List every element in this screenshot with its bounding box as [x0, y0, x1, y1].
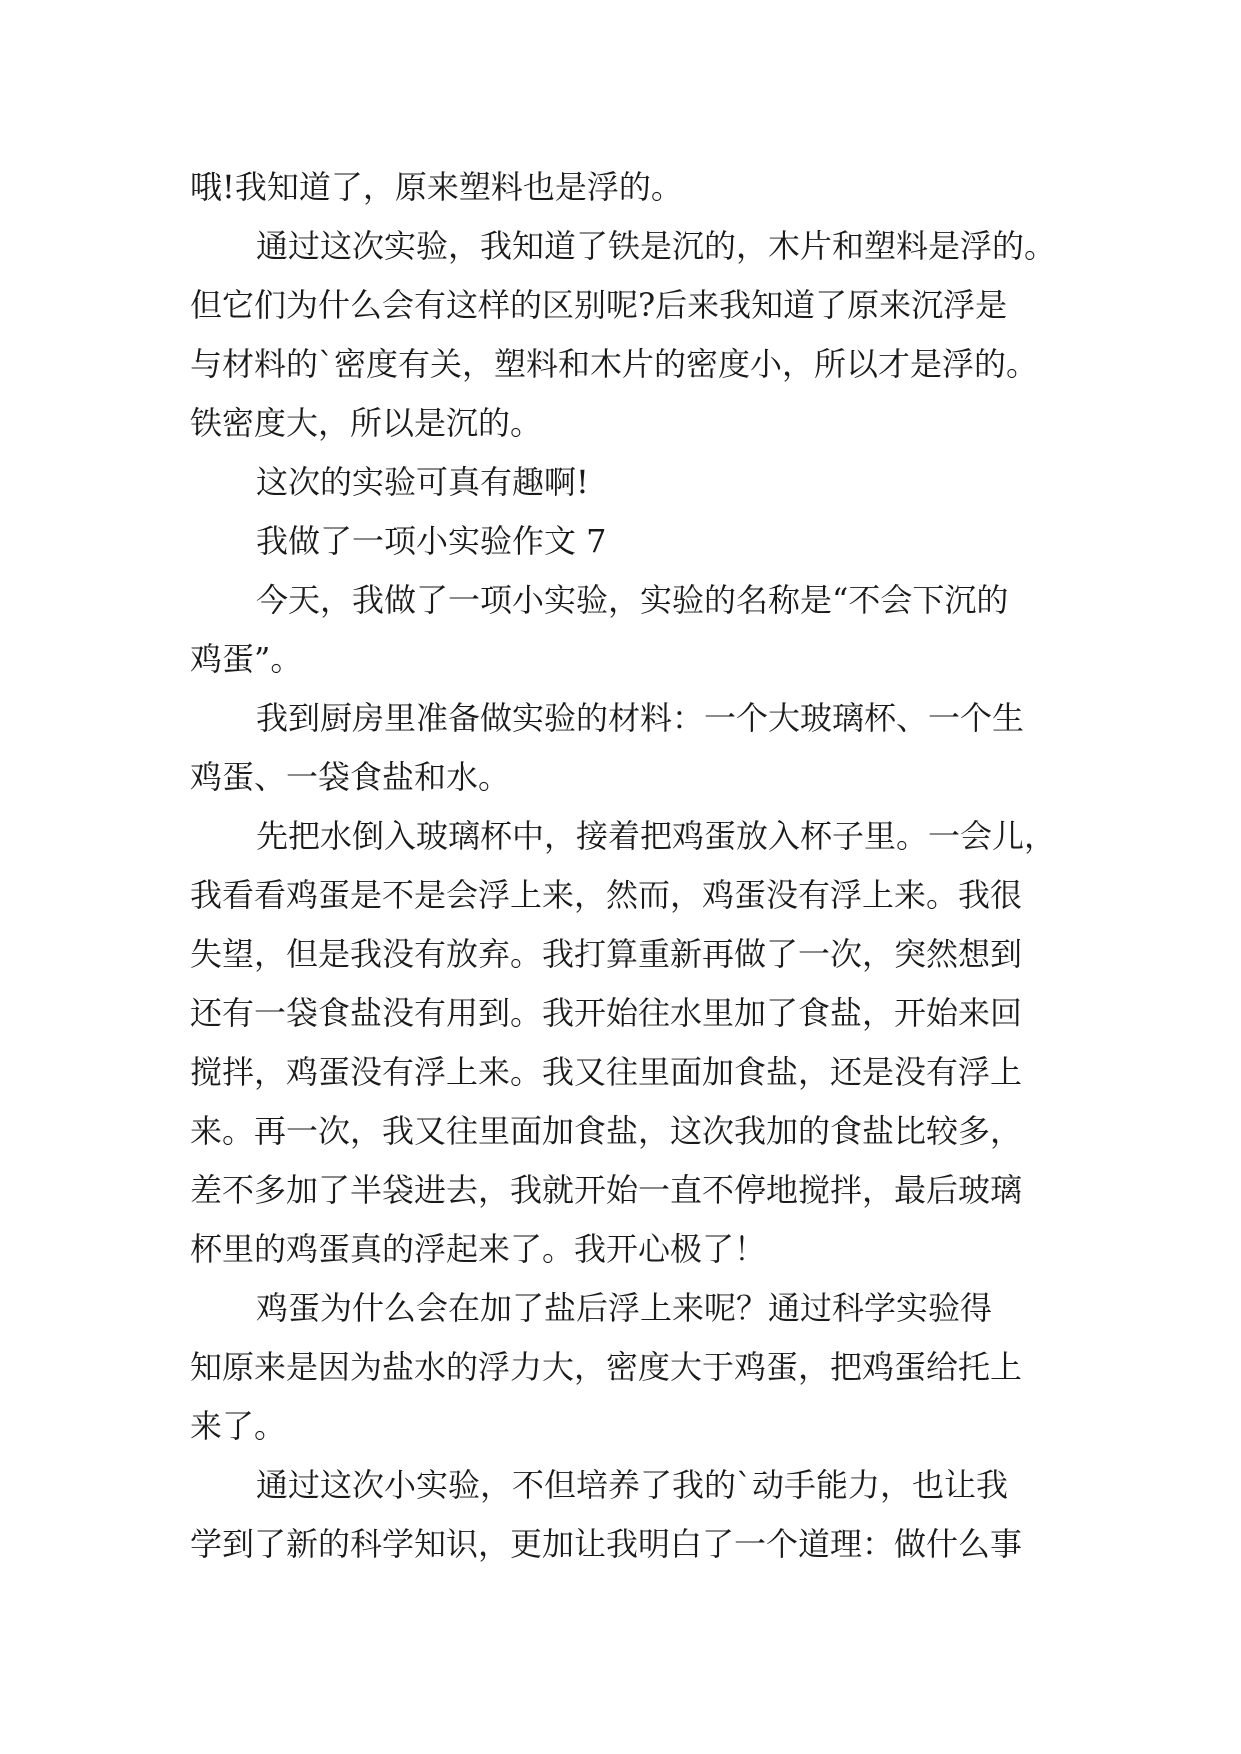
text-line: 来了。	[190, 1407, 287, 1445]
text-line: 失望，但是我没有放弃。我打算重新再做了一次，突然想到	[190, 935, 1023, 973]
text-line: 知原来是因为盐水的浮力大，密度大于鸡蛋，把鸡蛋给托上	[190, 1348, 1023, 1386]
text-line: 通过这次小实验，不但培养了我的`动手能力，也让我	[256, 1466, 1009, 1504]
text-line: 杯里的鸡蛋真的浮起来了。我开心极了！	[190, 1230, 767, 1268]
document-body	[190, 158, 1070, 1574]
text-line: 先把水倒入玻璃杯中，接着把鸡蛋放入杯子里。一会儿，	[256, 817, 1057, 855]
text-line: 鸡蛋、一袋食盐和水。	[190, 758, 511, 796]
text-line: 搅拌，鸡蛋没有浮上来。我又往里面加食盐，还是没有浮上	[190, 1053, 1023, 1091]
text-line: 来。再一次，我又往里面加食盐，这次我加的食盐比较多，	[190, 1112, 1023, 1150]
text-line: 我看看鸡蛋是不是会浮上来，然而，鸡蛋没有浮上来。我很	[190, 876, 1023, 914]
text-line: 但它们为什么会有这样的区别呢?后来我知道了原来沉浮是	[190, 286, 1008, 324]
text-line: 差不多加了半袋进去，我就开始一直不停地搅拌，最后玻璃	[190, 1171, 1023, 1209]
text-line: 学到了新的科学知识，更加让我明白了一个道理：做什么事	[190, 1525, 1023, 1563]
text-line: 哦!我知道了，原来塑料也是浮的。	[190, 168, 683, 206]
text-line: 我做了一项小实验作文 7	[256, 522, 607, 560]
text-line: 今天，我做了一项小实验，实验的名称是“不会下沉的	[256, 581, 1009, 619]
text-line: 还有一袋食盐没有用到。我开始往水里加了食盐，开始来回	[190, 994, 1023, 1032]
text-line: 这次的实验可真有趣啊!	[256, 463, 589, 501]
text-line: 铁密度大，所以是沉的。	[190, 404, 543, 442]
text-line: 鸡蛋为什么会在加了盐后浮上来呢？通过科学实验得	[256, 1289, 993, 1327]
text-line: 我到厨房里准备做实验的材料：一个大玻璃杯、一个生	[256, 699, 1025, 737]
text-line: 与材料的`密度有关，塑料和木片的密度小，所以才是浮的。	[190, 345, 1039, 383]
text-line: 鸡蛋”。	[190, 640, 303, 678]
text-line: 通过这次实验，我知道了铁是沉的，木片和塑料是浮的。	[256, 227, 1057, 265]
